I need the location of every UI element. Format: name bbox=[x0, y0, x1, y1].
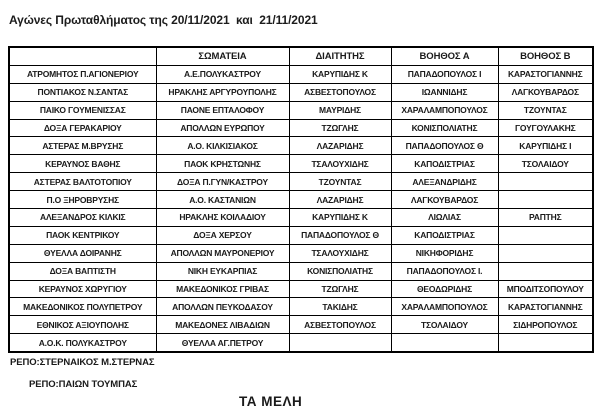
header-empty bbox=[9, 47, 156, 65]
referee-cell: ΑΣΒΕΣΤΟΠΟΥΛΟΣ bbox=[289, 83, 391, 101]
referee-cell: ΜΑΥΡΙΔΗΣ bbox=[289, 101, 391, 119]
table-row bbox=[9, 280, 593, 298]
away-team-cell: ΜΑΚΕΔΟΝΙΚΟΣ ΓΡΙΒΑΣ bbox=[156, 280, 289, 298]
away-team-cell: ΑΠΟΛΛΩΝ ΜΑΥΡΟΝΕΡΙΟΥ bbox=[156, 244, 289, 262]
table-row bbox=[9, 101, 593, 119]
referee-cell: ΤΖΩΓΛΗΣ bbox=[289, 119, 391, 137]
table-row bbox=[9, 65, 593, 83]
table-row bbox=[9, 155, 593, 173]
away-team-cell: ΑΠΟΛΛΩΝ ΕΥΡΩΠΟΥ bbox=[156, 119, 289, 137]
assistant-b-cell: ΣΙΔΗΡΟΠΟΥΛΟΣ bbox=[498, 316, 593, 334]
home-team-cell: Π.Ο ΞΗΡΟΒΡΥΣΗΣ bbox=[9, 191, 156, 209]
away-team-cell: ΔΟΞΑ ΧΕΡΣΟΥ bbox=[156, 226, 289, 244]
assistant-a-cell: ΙΩΑΝΝΙΔΗΣ bbox=[391, 83, 498, 101]
header-assistant-a: ΒΟΗΘΟΣ Α bbox=[391, 47, 498, 65]
assistant-b-cell: ΚΑΡΥΠΙΔΗΣ Ι bbox=[498, 137, 593, 155]
rest-note-2: ΡΕΠΟ:ΠΑΙΩΝ ΤΟΥΜΠΑΣ bbox=[29, 379, 138, 390]
assistant-a-cell: ΠΑΠΑΔΟΠΟΥΛΟΣ Ι. bbox=[391, 262, 498, 280]
home-team-cell: ΠΟΝΤΙΑΚΟΣ Ν.ΣΑΝΤΑΣ bbox=[9, 83, 156, 101]
page-title: Αγώνες Πρωταθλήματος της 20/11/2021 και 21/11/2021 bbox=[9, 13, 318, 27]
table-row bbox=[9, 334, 593, 352]
home-team-cell: ΠΑΙΚΟ ΓΟΥΜΕΝΙΣΣΑΣ bbox=[9, 101, 156, 119]
home-team-cell: ΕΘΝΙΚΟΣ ΑΞΙΟΥΠΟΛΗΣ bbox=[9, 316, 156, 334]
referee-cell: ΛΑΖΑΡΙΔΗΣ bbox=[289, 137, 391, 155]
assistant-a-cell: ΘΕΟΔΩΡΙΔΗΣ bbox=[391, 280, 498, 298]
assistant-b-cell: ΡΑΠΤΗΣ bbox=[498, 209, 593, 227]
referee-cell: ΚΑΡΥΠΙΔΗΣ Κ bbox=[289, 209, 391, 227]
assistant-b-cell bbox=[498, 334, 593, 352]
table-header-row bbox=[9, 47, 593, 65]
assistant-b-cell bbox=[498, 244, 593, 262]
away-team-cell: Α.Ο. ΚΑΣΤΑΝΙΩΝ bbox=[156, 191, 289, 209]
away-team-cell: ΜΑΚΕΔΟΝΕΣ ΛΙΒΑΔΙΩΝ bbox=[156, 316, 289, 334]
table-row bbox=[9, 173, 593, 191]
away-team-cell: ΗΡΑΚΛΗΣ ΑΡΓΥΡΟΥΠΟΛΗΣ bbox=[156, 83, 289, 101]
assistant-b-cell bbox=[498, 173, 593, 191]
table-row bbox=[9, 209, 593, 227]
table-row bbox=[9, 83, 593, 101]
referee-cell: ΛΑΖΑΡΙΔΗΣ bbox=[289, 191, 391, 209]
assistant-b-cell: ΤΖΟΥΝΤΑΣ bbox=[498, 101, 593, 119]
away-team-cell: Α.Ε.ΠΟΛΥΚΑΣΤΡΟΥ bbox=[156, 65, 289, 83]
assistant-b-cell bbox=[498, 262, 593, 280]
header-referee: ΔΙΑΙΤΗΤΗΣ bbox=[289, 47, 391, 65]
header-clubs: ΣΩΜΑΤΕΙΑ bbox=[156, 47, 289, 65]
home-team-cell: ΑΣΤΕΡΑΣ Μ.ΒΡΥΣΗΣ bbox=[9, 137, 156, 155]
table-row bbox=[9, 316, 593, 334]
referee-cell: ΚΟΝΙΣΠΟΛΙΑΤΗΣ bbox=[289, 262, 391, 280]
assistant-a-cell: ΝΙΚΗΦΟΡΙΔΗΣ bbox=[391, 244, 498, 262]
referee-cell: ΤΣΑΛΟΥΧΙΔΗΣ bbox=[289, 244, 391, 262]
home-team-cell: ΠΑΟΚ ΚΕΝΤΡΙΚΟΥ bbox=[9, 226, 156, 244]
assistant-a-cell bbox=[391, 334, 498, 352]
assistant-b-cell: ΚΑΡΑΣΤΟΓΙΑΝΝΗΣ bbox=[498, 298, 593, 316]
referee-cell: ΤΑΚΙΔΗΣ bbox=[289, 298, 391, 316]
away-team-cell: ΠΑΟΝΕ ΕΠΤΑΛΟΦΟΥ bbox=[156, 101, 289, 119]
assistant-b-cell: ΤΣΟΛΑΙΔΟΥ bbox=[498, 155, 593, 173]
home-team-cell: ΚΕΡΑΥΝΟΣ ΧΩΡΥΓΙΟΥ bbox=[9, 280, 156, 298]
referee-cell bbox=[289, 334, 391, 352]
assistant-a-cell: ΤΣΟΛΑΙΔΟΥ bbox=[391, 316, 498, 334]
table-row bbox=[9, 226, 593, 244]
away-team-cell: ΗΡΑΚΛΗΣ ΚΟΙΛΑΔΙΟΥ bbox=[156, 209, 289, 227]
referee-cell: ΑΣΒΕΣΤΟΠΟΥΛΟΣ bbox=[289, 316, 391, 334]
assistant-a-cell: ΠΑΠΑΔΟΠΟΥΛΟΣ Ι bbox=[391, 65, 498, 83]
assistant-a-cell: ΛΙΩΛΙΑΣ bbox=[391, 209, 498, 227]
referee-cell: ΚΑΡΥΠΙΔΗΣ Κ bbox=[289, 65, 391, 83]
away-team-cell: Α.Ο. ΚΙΛΚΙΣΙΑΚΟΣ bbox=[156, 137, 289, 155]
fixtures-table bbox=[8, 46, 594, 353]
home-team-cell: ΔΟΞΑ ΒΑΠΤΙΣΤΗ bbox=[9, 262, 156, 280]
away-team-cell: ΑΠΟΛΛΩΝ ΠΕΥΚΟΔΑΣΟΥ bbox=[156, 298, 289, 316]
assistant-a-cell: ΠΑΠΑΔΟΠΟΥΛΟΣ Θ bbox=[391, 137, 498, 155]
table-row bbox=[9, 262, 593, 280]
assistant-b-cell bbox=[498, 226, 593, 244]
referee-cell: ΠΑΠΑΔΟΠΟΥΛΟΣ Θ bbox=[289, 226, 391, 244]
table-row bbox=[9, 137, 593, 155]
assistant-a-cell: ΑΛΕΞΑΝΔΡΙΔΗΣ bbox=[391, 173, 498, 191]
signature-heading: ΤΑ ΜΕΛΗ bbox=[239, 394, 303, 409]
assistant-b-cell: ΚΑΡΑΣΤΟΓΙΑΝΝΗΣ bbox=[498, 65, 593, 83]
table-row bbox=[9, 191, 593, 209]
away-team-cell: ΝΙΚΗ ΕΥΚΑΡΠΙΑΣ bbox=[156, 262, 289, 280]
home-team-cell: ΑΛΕΞΑΝΔΡΟΣ ΚΙΛΚΙΣ bbox=[9, 209, 156, 227]
home-team-cell: ΔΟΞΑ ΓΕΡΑΚΑΡΙΟΥ bbox=[9, 119, 156, 137]
rest-note-1: ΡΕΠΟ:ΣΤΕΡΝΑΙΚΟΣ Μ.ΣΤΕΡΝΑΣ bbox=[10, 357, 155, 368]
home-team-cell: ΚΕΡΑΥΝΟΣ ΒΑΘΗΣ bbox=[9, 155, 156, 173]
assistant-a-cell: ΧΑΡΑΛΑΜΠΟΠΟΥΛΟΣ bbox=[391, 101, 498, 119]
away-team-cell: ΠΑΟΚ ΚΡΗΣΤΩΝΗΣ bbox=[156, 155, 289, 173]
header-assistant-b: ΒΟΗΘΟΣ Β bbox=[498, 47, 593, 65]
table-row bbox=[9, 119, 593, 137]
home-team-cell: ΜΑΚΕΔΟΝΙΚΟΣ ΠΟΛΥΠΕΤΡΟΥ bbox=[9, 298, 156, 316]
home-team-cell: ΘΥΕΛΛΑ ΔΟΙΡΑΝΗΣ bbox=[9, 244, 156, 262]
home-team-cell: Α.Ο.Κ. ΠΟΛΥΚΑΣΤΡΟΥ bbox=[9, 334, 156, 352]
table-row bbox=[9, 244, 593, 262]
home-team-cell: ΑΤΡΟΜΗΤΟΣ Π.ΑΓΙΟΝΕΡΙΟΥ bbox=[9, 65, 156, 83]
referee-cell: ΤΖΩΓΛΗΣ bbox=[289, 280, 391, 298]
referee-cell: ΤΖΟΥΝΤΑΣ bbox=[289, 173, 391, 191]
away-team-cell: ΘΥΕΛΛΑ ΑΓ.ΠΕΤΡΟΥ bbox=[156, 334, 289, 352]
home-team-cell: ΑΣΤΕΡΑΣ ΒΑΛΤΟΤΟΠΙΟΥ bbox=[9, 173, 156, 191]
assistant-b-cell bbox=[498, 191, 593, 209]
assistant-a-cell: ΛΑΓΚΟΥΒΑΡΔΟΣ bbox=[391, 191, 498, 209]
assistant-a-cell: ΚΟΝΙΣΠΟΛΙΑΤΗΣ bbox=[391, 119, 498, 137]
referee-cell: ΤΣΑΛΟΥΧΙΔΗΣ bbox=[289, 155, 391, 173]
away-team-cell: ΔΟΞΑ Π.ΓΥΝ/ΚΑΣΤΡΟΥ bbox=[156, 173, 289, 191]
assistant-a-cell: ΚΑΠΟΔΙΣΤΡΙΑΣ bbox=[391, 155, 498, 173]
assistant-b-cell: ΛΑΓΚΟΥΒΑΡΔΟΣ bbox=[498, 83, 593, 101]
assistant-a-cell: ΚΑΠΟΔΙΣΤΡΙΑΣ bbox=[391, 226, 498, 244]
assistant-a-cell: ΧΑΡΑΛΑΜΠΟΠΟΥΛΟΣ bbox=[391, 298, 498, 316]
table-row bbox=[9, 298, 593, 316]
assistant-b-cell: ΜΠΟΔΙΤΣΟΠΟΥΛΟΥ bbox=[498, 280, 593, 298]
assistant-b-cell: ΓΟΥΓΟΥΛΑΚΗΣ bbox=[498, 119, 593, 137]
